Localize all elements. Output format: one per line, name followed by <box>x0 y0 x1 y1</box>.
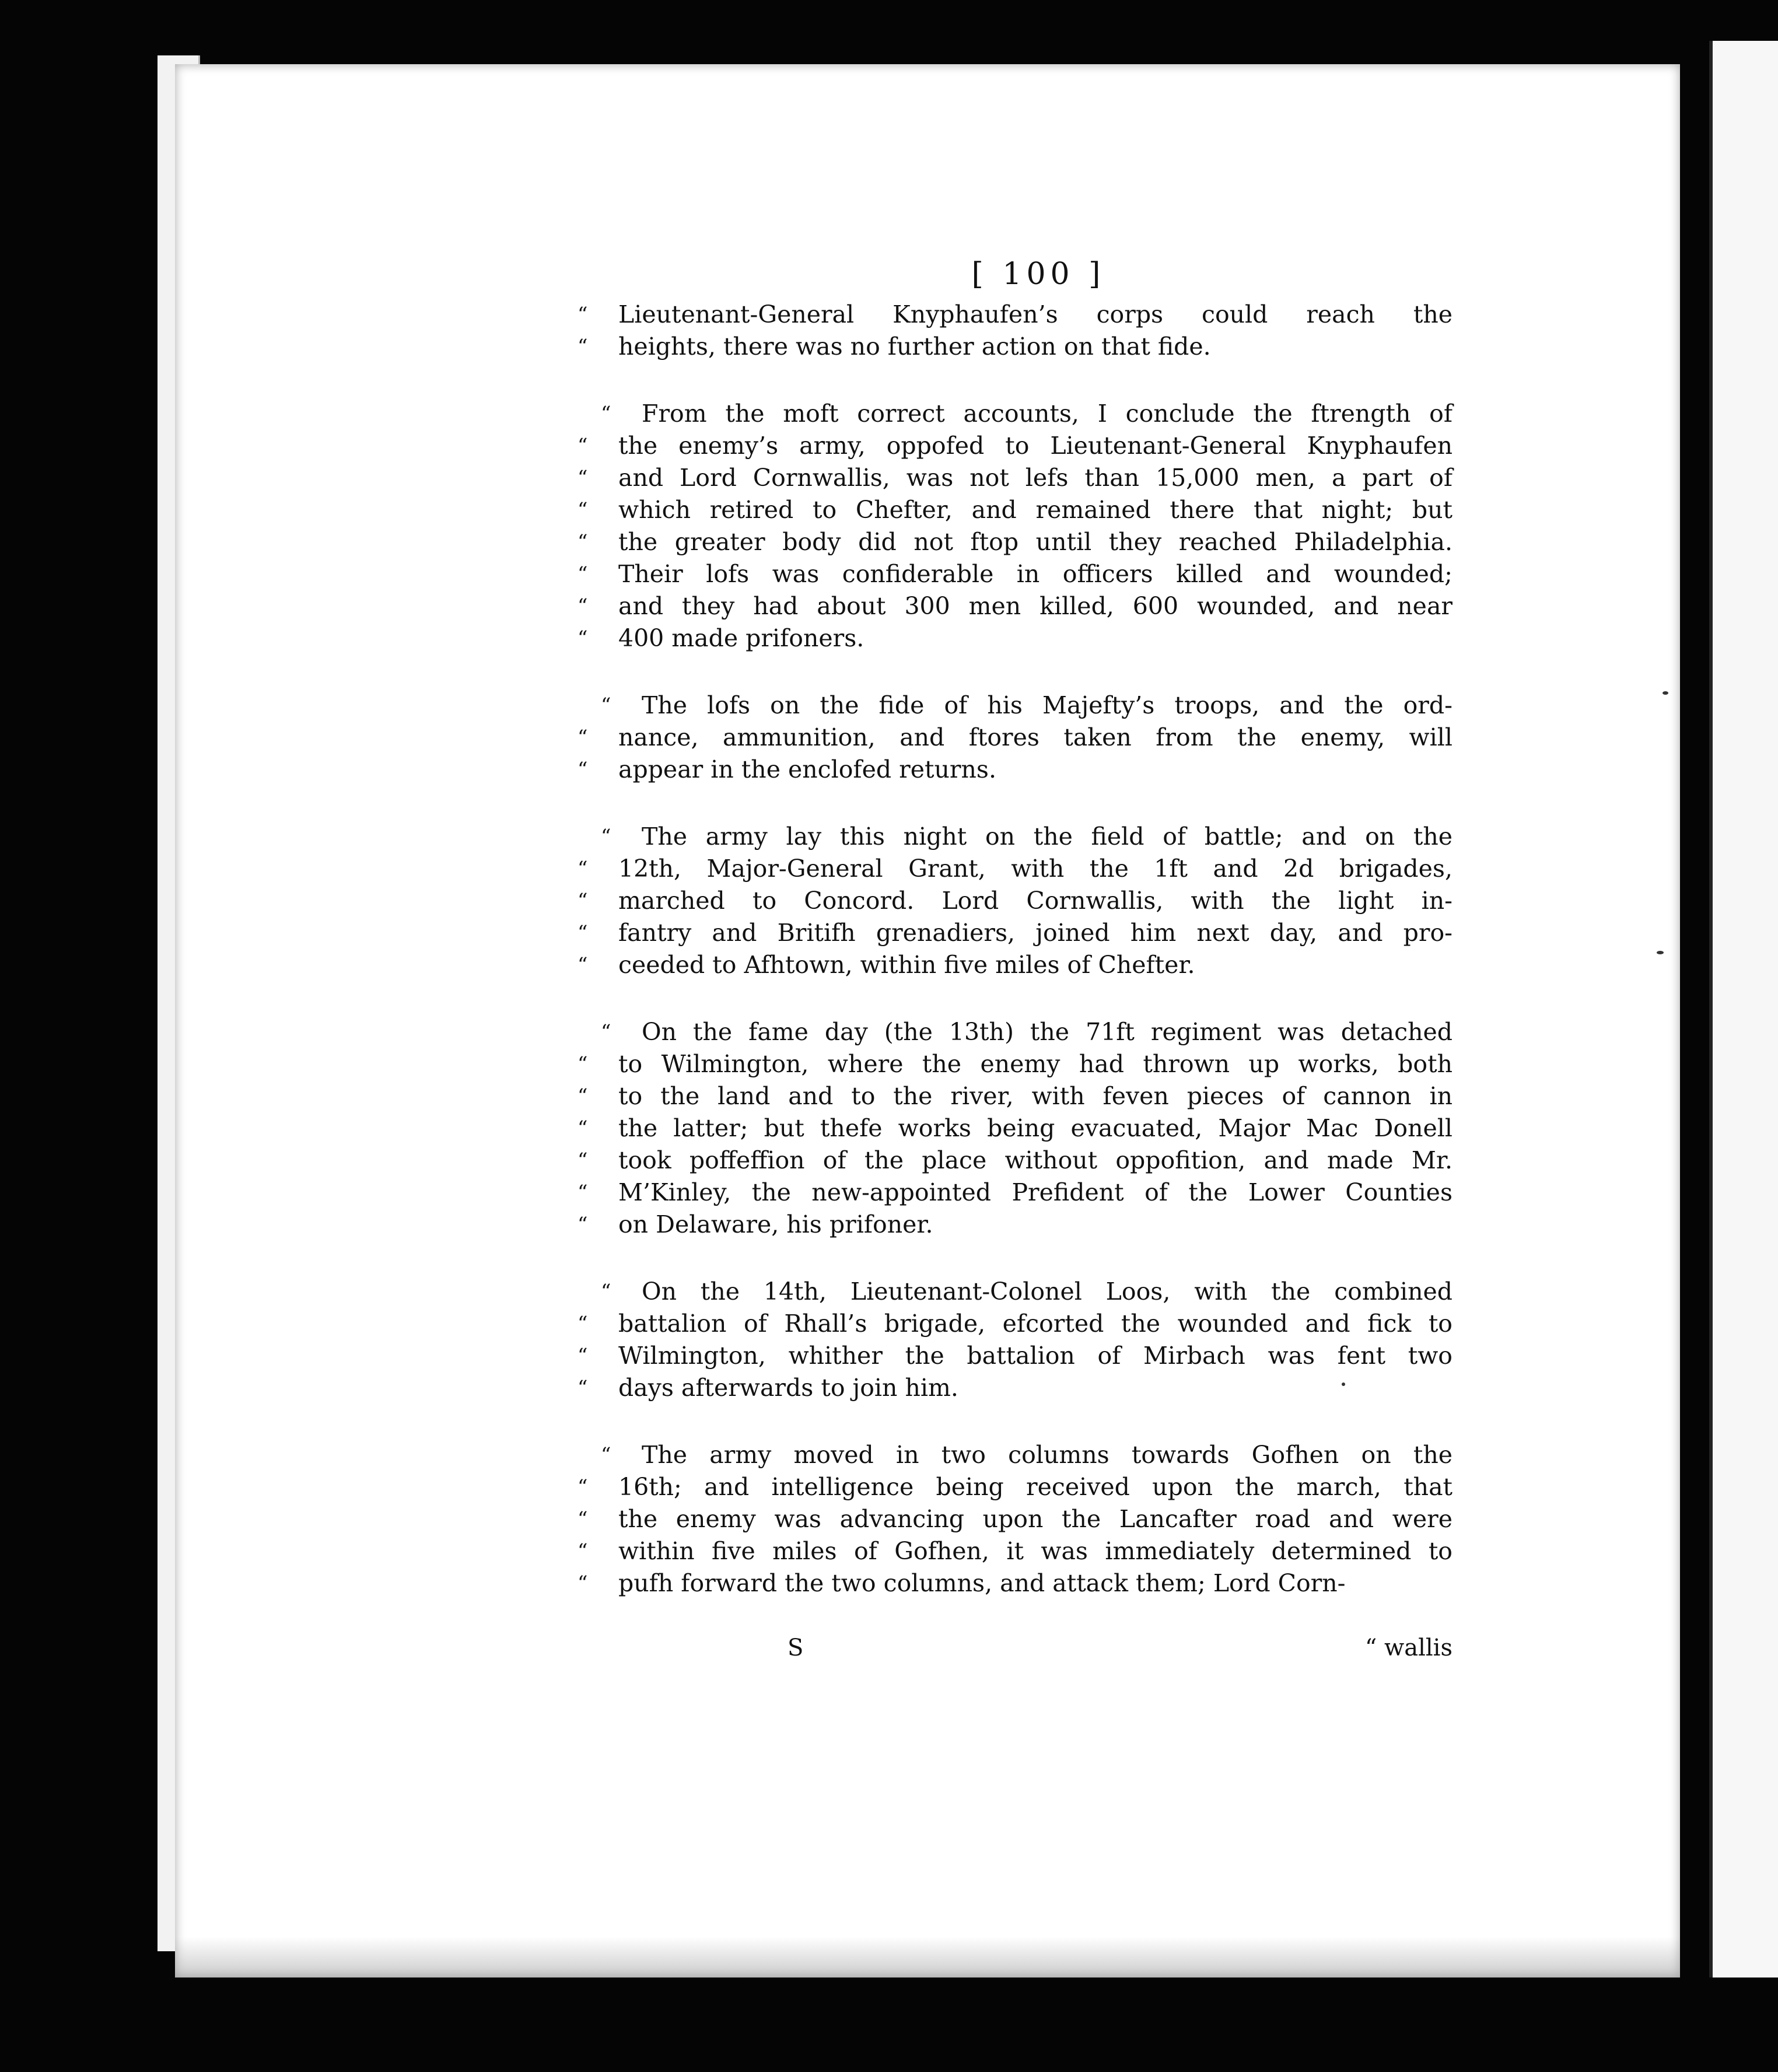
line-text: to the land and to the river, with feven pieces of cannon in <box>618 1082 1452 1110</box>
text-line <box>578 1209 1452 1241</box>
margin-speck <box>1662 691 1668 695</box>
text-line <box>578 1048 1452 1080</box>
line-text: heights, there was no further action on that fide. <box>618 332 1211 360</box>
quote-mark: “ <box>578 1213 588 1236</box>
text-line <box>578 949 1452 981</box>
quote-mark: “ <box>578 1116 588 1140</box>
line-text: 16th; and intelligence being received upon the march, that <box>618 1473 1452 1501</box>
text-line <box>578 1276 1452 1308</box>
line-text: on Delaware, his prifoner. <box>618 1210 933 1238</box>
text-line <box>578 1112 1452 1144</box>
text-line <box>578 1177 1452 1209</box>
text-line <box>578 1372 1452 1404</box>
quote-mark: “ <box>578 530 588 554</box>
quote-mark: “ <box>578 1149 588 1172</box>
paragraph <box>578 821 1452 981</box>
quote-mark: “ <box>578 1344 588 1367</box>
text-line <box>578 1340 1452 1372</box>
text-line <box>578 590 1452 622</box>
text-line <box>578 853 1452 885</box>
line-text: From the moft correct accounts, I conclude the ftrength of <box>642 400 1452 428</box>
text-line <box>578 690 1452 722</box>
paragraph <box>578 1016 1452 1241</box>
quote-mark: “ <box>578 1052 588 1076</box>
text-line <box>578 1016 1452 1048</box>
text-line <box>578 1080 1452 1112</box>
paragraph <box>578 1439 1452 1600</box>
quote-mark: “ <box>578 1475 588 1499</box>
line-text: 12th, Major-General Grant, with the 1ft and 2d brigades, <box>618 855 1452 883</box>
text-line <box>578 494 1452 526</box>
text-line <box>578 398 1452 430</box>
quote-mark: “ <box>578 758 588 781</box>
quote-mark: “ <box>578 434 588 457</box>
text-line <box>578 331 1452 363</box>
line-text: the latter; but thefe works being evacuated, Major Mac Donell <box>618 1114 1452 1142</box>
quote-mark: “ <box>578 594 588 618</box>
quote-mark: “ <box>601 1020 611 1044</box>
line-text: Wilmington, whither the battalion of Mirbach was fent two <box>618 1342 1452 1370</box>
quote-mark: “ <box>601 402 611 425</box>
quote-mark: “ <box>578 303 588 326</box>
quote-mark: “ <box>578 726 588 749</box>
text-line <box>578 526 1452 558</box>
text-line <box>578 622 1452 654</box>
text-line <box>578 722 1452 754</box>
paragraph <box>578 398 1452 654</box>
quote-mark: “ <box>578 1376 588 1399</box>
text-line <box>578 462 1452 494</box>
quote-mark: “ <box>578 1312 588 1335</box>
line-text: The army lay this night on the field of battle; and on the <box>642 822 1452 850</box>
text-line <box>578 885 1452 917</box>
quote-mark: “ <box>578 562 588 586</box>
paragraph <box>578 299 1452 363</box>
text-line <box>578 299 1452 331</box>
quote-mark: “ <box>578 626 588 650</box>
line-text: 400 made prifoners. <box>618 624 864 652</box>
line-text: nance, ammunition, and ftores taken from the enemy, will <box>618 723 1452 751</box>
line-text: within five miles of Gofhen, it was immediately determined to <box>618 1537 1452 1565</box>
line-text: On the fame day (the 13th) the 71ft regiment was detached <box>642 1018 1452 1046</box>
text-line <box>578 1503 1452 1535</box>
quote-mark: “ <box>601 1443 611 1466</box>
line-text: took poffeffion of the place without oppofition, and made Mr. <box>618 1146 1452 1174</box>
scan-bottom-shadow <box>146 1978 1778 2072</box>
line-text: ceeded to Afhtown, within five miles of Chefter. <box>618 951 1195 979</box>
line-text: The lofs on the fide of his Majefty’s troops, and the ord- <box>642 691 1452 719</box>
quote-mark: “ <box>601 1280 611 1303</box>
text-line <box>578 1567 1452 1600</box>
quote-mark: “ <box>601 694 611 717</box>
quote-mark: “ <box>578 1539 588 1563</box>
next-page-edge <box>1709 41 1778 2042</box>
text-line <box>578 1144 1452 1177</box>
text-line <box>578 917 1452 949</box>
line-text: pufh forward the two columns, and attack them; Lord Corn- <box>618 1569 1346 1597</box>
text-line <box>578 1535 1452 1567</box>
line-text: The army moved in two columns towards Gofhen on the <box>642 1441 1452 1469</box>
quote-mark: “ <box>578 953 588 977</box>
quote-mark: “ <box>578 1507 588 1531</box>
paragraph <box>578 1276 1452 1404</box>
line-text: and Lord Cornwallis, was not lefs than 15,000 men, a part of <box>618 464 1452 492</box>
text-line <box>578 1471 1452 1503</box>
line-text: and they had about 300 men killed, 600 wounded, and near <box>618 592 1452 620</box>
margin-speck <box>1342 1382 1345 1386</box>
text-line <box>578 1308 1452 1340</box>
line-text: to Wilmington, where the enemy had thrown up works, both <box>618 1050 1452 1078</box>
quote-mark: “ <box>578 335 588 358</box>
quote-mark: “ <box>578 1572 588 1595</box>
text-line <box>578 754 1452 786</box>
line-text: Their lofs was confiderable in officers killed and wounded; <box>618 560 1452 588</box>
line-text: appear in the enclofed returns. <box>618 755 996 783</box>
page-footer <box>578 1634 1452 1670</box>
line-text: marched to Concord. Lord Cornwallis, with the light in- <box>618 887 1452 915</box>
page-text <box>578 257 1452 1670</box>
line-text: Lieutenant-General Knyphaufen’s corps could reach the <box>618 300 1452 328</box>
catchword: “ wallis <box>1364 1634 1452 1661</box>
quote-mark: “ <box>578 1084 588 1108</box>
signature-mark: S <box>788 1634 804 1661</box>
margin-speck <box>1657 951 1664 954</box>
line-text: M’Kinley, the new-appointed Prefident of the Lower Counties <box>618 1178 1452 1206</box>
text-line <box>578 558 1452 590</box>
quote-mark: “ <box>578 498 588 522</box>
quote-mark: “ <box>578 1181 588 1204</box>
line-text: battalion of Rhall’s brigade, efcorted the wounded and fick to <box>618 1310 1452 1338</box>
line-text: fantry and Britifh grenadiers, joined him next day, and pro- <box>618 919 1452 947</box>
quote-mark: “ <box>578 857 588 880</box>
line-text: the enemy’s army, oppofed to Lieutenant-General Knyphaufen <box>618 432 1452 460</box>
text-line <box>578 430 1452 462</box>
text-line <box>578 1439 1452 1471</box>
line-text: the greater body did not ftop until they reached Philadelphia. <box>618 528 1452 556</box>
page-number-header: [ 100 ] <box>971 257 1105 292</box>
line-text: On the 14th, Lieutenant-Colonel Loos, with the combined <box>642 1278 1452 1306</box>
paragraphs <box>578 299 1452 1600</box>
quote-mark: “ <box>601 825 611 848</box>
line-text: the enemy was advancing upon the Lancafter road and were <box>618 1505 1452 1533</box>
paragraph <box>578 690 1452 786</box>
quote-mark: “ <box>578 921 588 944</box>
quote-mark: “ <box>578 466 588 489</box>
quote-mark: “ <box>578 889 588 912</box>
line-text: which retired to Chefter, and remained there that night; but <box>618 496 1452 524</box>
text-line <box>578 821 1452 853</box>
line-text: days afterwards to join him. <box>618 1374 958 1402</box>
